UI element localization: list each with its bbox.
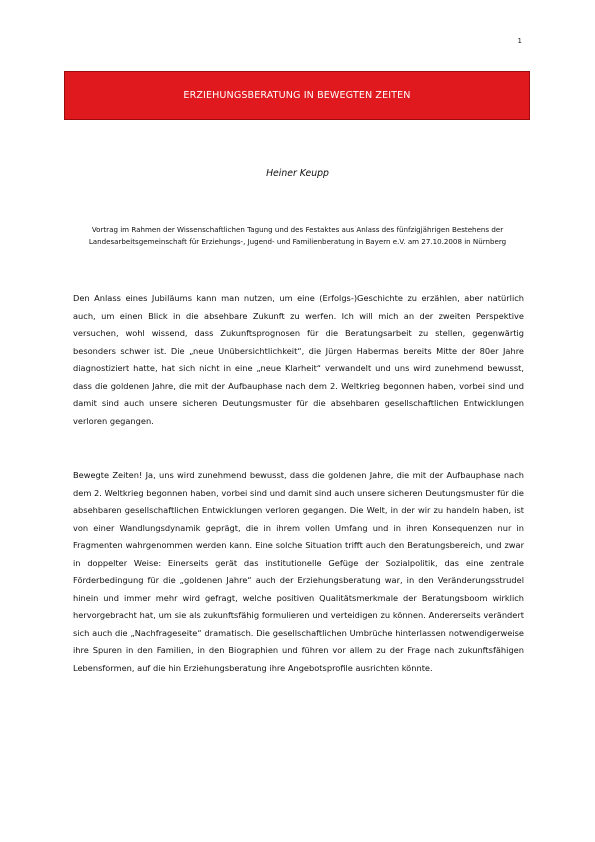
page-number: 1 — [517, 37, 522, 45]
title-banner — [64, 71, 530, 120]
lecture-subtitle: Vortrag im Rahmen der Wissenschaftlichen Tagung und des Festaktes aus Anlass des fünfzigjährigen Bestehens der Landesarbeitsgemeinschaft für Erziehungs-, Jugend- und Familienberatung in Bayern e.V. am 27.10.2008 in Nürnberg — [88, 225, 507, 246]
document-title: ERZIEHUNGSBERATUNG IN BEWEGTEN ZEITEN — [183, 90, 411, 101]
paragraph-2: Bewegte Zeiten! Ja, uns wird zunehmend bewusst, dass die goldenen Jahre, die mit der Aufbauphase nach dem 2. Weltkrieg begonnen haben, vorbei sind und damit sind auch unsere sicheren Deutungsmuster für die absehbaren gesellschaftlichen Entwicklungen verloren gegangen. Die Welt, in der wir zu handeln haben, ist von einer Wandlungsdynamik geprägt, die in ihrem vollen Umfang und in ihren Konsequenzen nur in Fragmenten wahrgenommen werden kann. Eine solche Situation trifft auch den Beratungsbereich, und zwar in doppelter Weise: Einerseits gerät das institutionelle Gefüge der Sozialpolitik, das eine zentrale Förderbedingung für die „goldenen Jahre“ auch der Erziehungsberatung war, in den Veränderungsstrudel hinein und immer mehr wird gefragt, welche positiven Qualitätsmerkmale der Beratungsboom wirklich hervorgebracht hat, um sie als zukunftsfähig formulieren und verteidigen zu können. Andererseits verändert sich auch die „Nachfrageseite“ dramatisch. Die gesellschaftlichen Umbrüche hinterlassen notwendigerweise ihre Spuren in den Familien, in den Biographien und führen vor allem zu der Frage nach zukunftsfähigen Lebensformen, auf die hin Erziehungsberatung ihre Angebotsprofile ausrichten könnte. — [73, 470, 524, 673]
author-name: Heiner Keupp — [266, 168, 329, 179]
paragraph-1: Den Anlass eines Jubiläums kann man nutzen, um eine (Erfolgs-)Geschichte zu erzählen, aber natürlich auch, um einen Blick in die absehbare Zukunft zu werfen. Ich will mich an der zweiten Perspektive versuchen, wohl wissend, dass Zukunftsprognosen für die Beratungsarbeit zu stellen, gegenwärtig besonders schwer ist. Die „neue Unübersichtlichkeit“, die Jürgen Habermas bereits Mitte der 80er Jahre diagnostiziert hatte, hat sich nicht in eine „neue Klarheit“ verwandelt und uns wird zunehmend bewusst, dass die goldenen Jahre, die mit der Aufbauphase nach dem 2. Weltkrieg begonnen haben, vorbei sind und damit sind auch unsere sicheren Deutungsmuster für die absehbaren gesellschaftlichen Entwicklungen verloren gegangen. — [73, 293, 524, 426]
